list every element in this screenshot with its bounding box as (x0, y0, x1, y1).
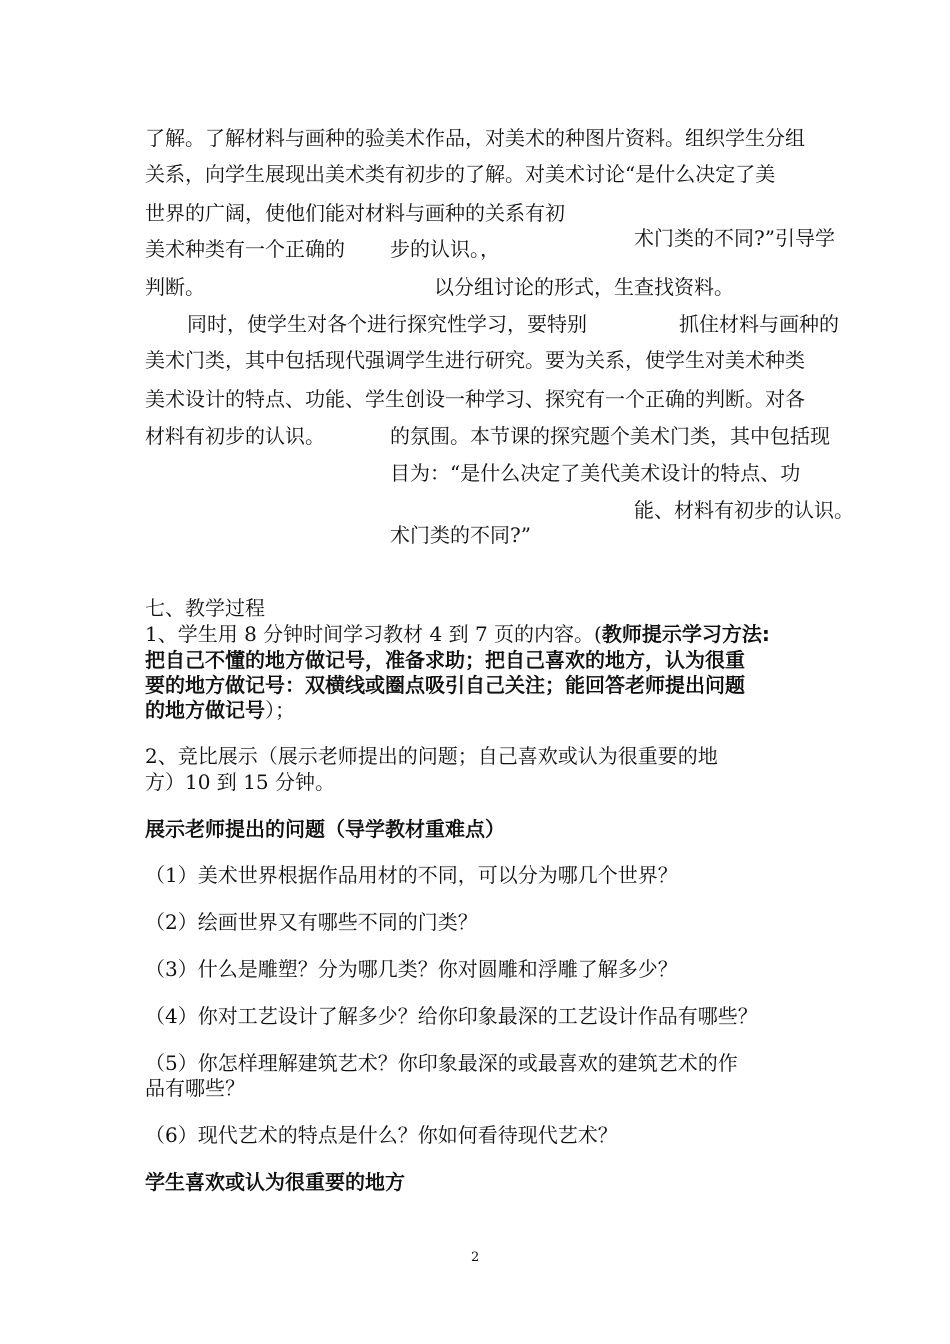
table-line-11: 能、材料有初步的认识。 (634, 498, 854, 522)
table-line-5a: 判断。 (145, 275, 205, 299)
students-heading: 学生喜欢或认为很重要的地方 (145, 1170, 405, 1194)
step1-line-1 (145, 622, 770, 646)
step1-tail: ）； (265, 698, 295, 722)
table-line-4c: 术门类的不同?”引导学 (634, 226, 835, 250)
table-line-2: 关系，向学生展现出美术类有初步的了解。对美术讨论“是什么决定了美 (145, 162, 776, 186)
table-line-6a: 同时，使学生对各个进行探究性学习，要特别 (187, 312, 587, 336)
table-line-7: 美术门类，其中包括现代强调学生进行研究。要为关系，使学生对美术种类 (145, 348, 805, 372)
step1-line-3: 要的地方做记号：双横线或圈点吸引自己关注；能回答老师提出问题 (145, 673, 745, 697)
question-2: （2）绘画世界又有哪些不同的门类？ (145, 910, 478, 934)
table-line-10: 目为：“是什么决定了美代美术设计的特点、功 (390, 461, 801, 485)
table-line-9a: 材料有初步的认识。 (145, 424, 325, 448)
questions-heading: 展示老师提出的问题（导学教材重难点） (145, 817, 505, 841)
table-line-3: 世界的广阔，使他们能对材料与画种的关系有初 (145, 201, 565, 225)
step1-line-4 (145, 698, 295, 722)
question-3: （3）什么是雕塑？分为哪几类？你对圆雕和浮雕了解多少？ (145, 957, 678, 981)
table-line-8: 美术设计的特点、功能、学生创设一种学习、探究有一个正确的判断。对各 (145, 387, 805, 411)
step1-normal: 1、学生用 8 分钟时间学习教材 4 到 7 页的内容。( (145, 622, 602, 646)
step1-line-2: 把自己不懂的地方做记号，准备求助；把自己喜欢的地方，认为很重 (145, 648, 745, 672)
table-line-6b: 抓住材料与画种的 (679, 312, 839, 336)
section-title: 七、教学过程 (145, 596, 265, 620)
step2-line-2: 方）10 到 15 分钟。 (145, 770, 335, 794)
table-line-12: 术门类的不同?” (390, 523, 531, 547)
question-1: （1）美术世界根据作品用材的不同，可以分为哪几个世界？ (145, 863, 678, 887)
question-5b: 品有哪些？ (145, 1076, 245, 1100)
question-5a: （5）你怎样理解建筑艺术？你印象最深的或最喜欢的建筑艺术的作 (145, 1051, 738, 1075)
step1-bold-1: 教师提示学习方法: (601, 622, 770, 646)
table-line-1: 了解。了解材料与画种的验美术作品，对美术的种图片资料。组织学生分组 (145, 126, 805, 150)
table-line-5b: 以分组讨论的形式，生查找资料。 (434, 275, 734, 299)
step2-line-1: 2、竞比展示（展示老师提出的问题；自己喜欢或认为很重要的地 (145, 744, 718, 768)
question-4: （4）你对工艺设计了解多少？给你印象最深的工艺设计作品有哪些？ (145, 1004, 758, 1028)
table-line-4a: 美术种类有一个正确的 (145, 237, 345, 261)
question-6: （6）现代艺术的特点是什么？你如何看待现代艺术？ (145, 1123, 618, 1147)
step1-bold-4: 的地方做记号 (145, 698, 265, 722)
table-line-9b: 的氛围。本节课的探究题个美术门类，其中包括现 (390, 424, 830, 448)
page-number: 2 (471, 1250, 480, 1265)
table-line-4b: 步的认识。， (390, 237, 500, 261)
